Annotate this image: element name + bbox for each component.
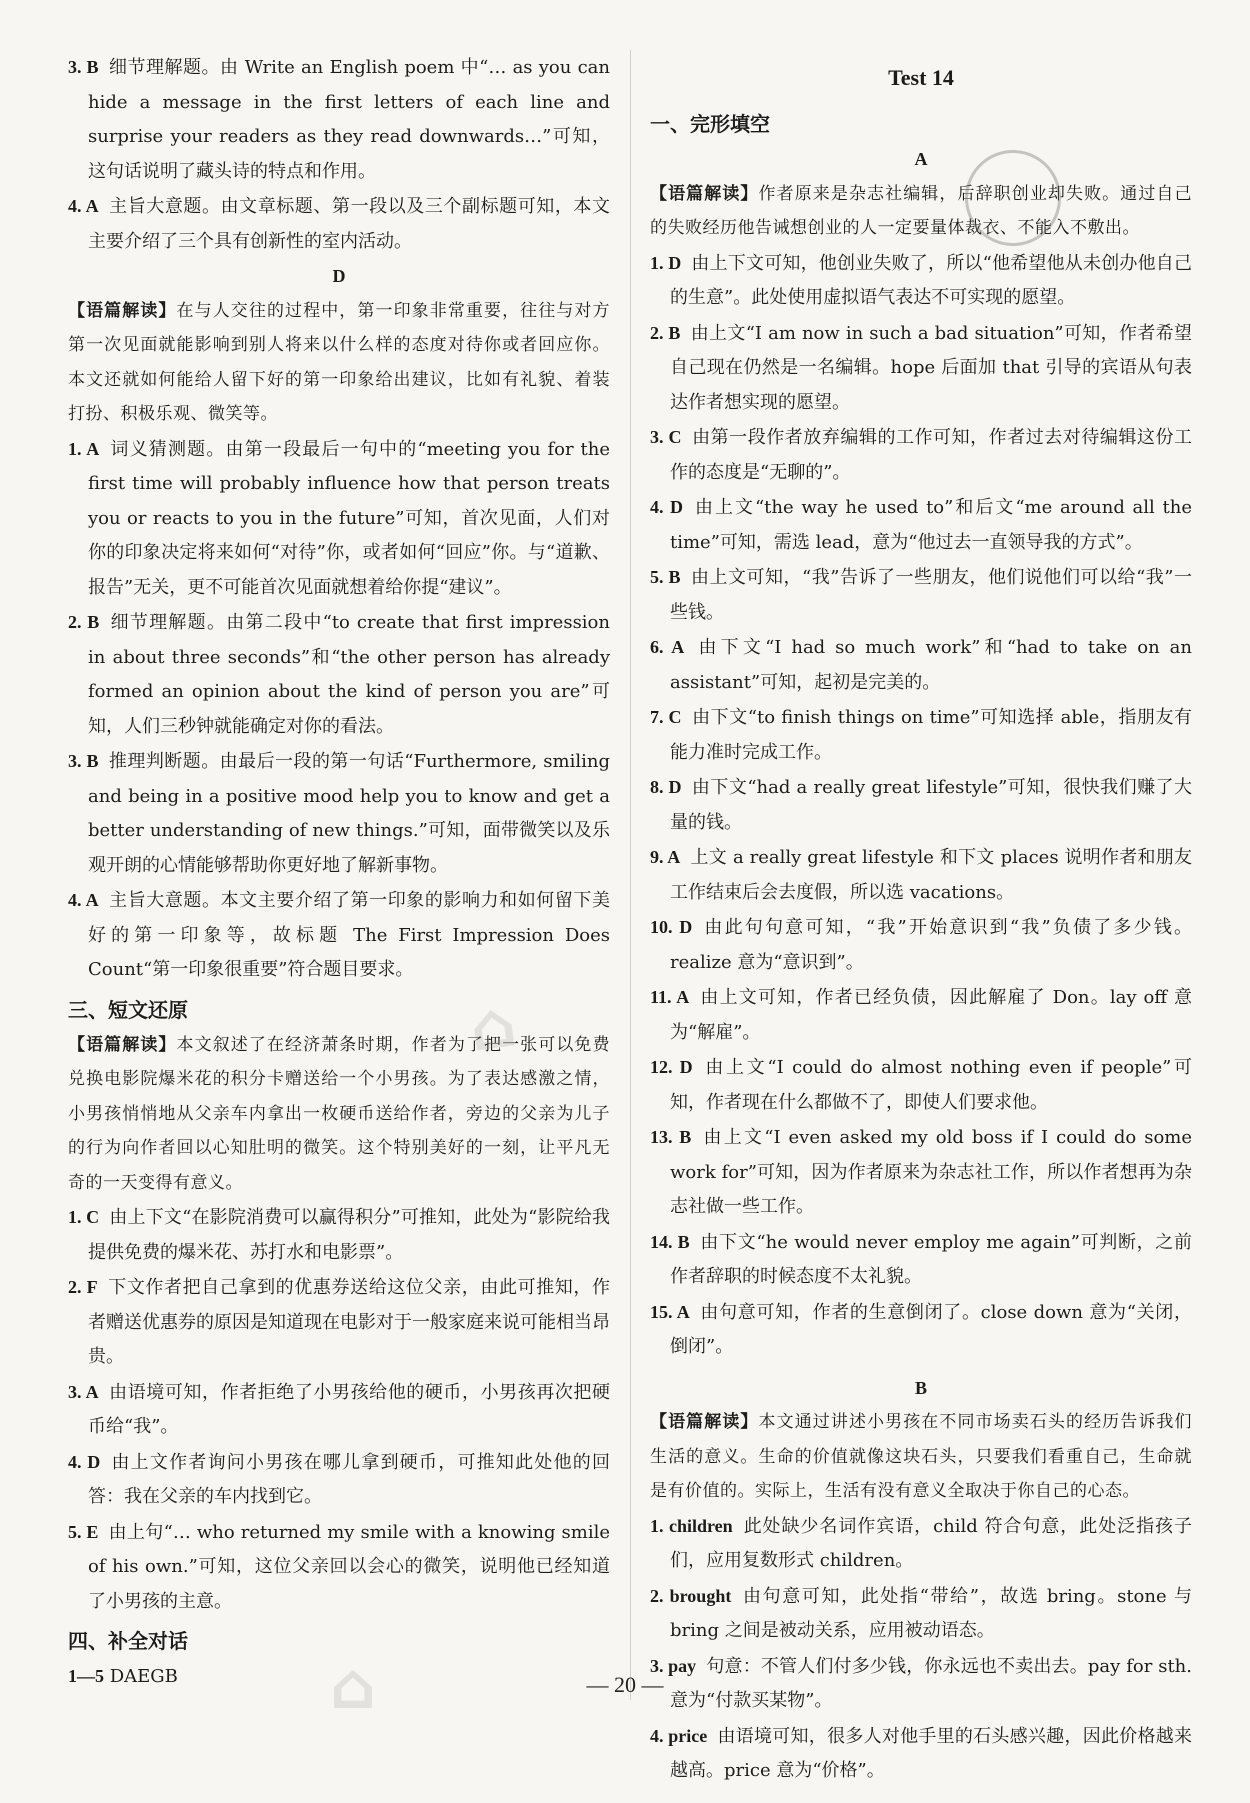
answer-number: 10. D (650, 917, 693, 937)
analysis-text: 在与人交往的过程中，第一印象非常重要，往往与对方第一次见面就能影响到别人将来以什么样的态度对待你或者回应你。本文还就如何能给人留下好的第一印象给出建议，比如有礼貌、着装打扮、积极乐观、微笑等。 (68, 300, 611, 424)
watermark-mark: ⌂ (465, 987, 521, 1067)
answer-item (650, 840, 1192, 910)
answer-explanation: 由下文“to finish things on time”可知选择 able，指朋友有能力准时完成工作。 (670, 707, 1193, 763)
answer-explanation: 此处缺少名词作宾语，child 符合句意，此处泛指孩子们，应用复数形式 children。 (670, 1515, 1192, 1571)
answer-item (650, 770, 1192, 840)
answer-number: 5. E (68, 1521, 99, 1542)
passage-a-analysis (650, 177, 1192, 246)
answer-explanation: 由语境可知，作者拒绝了小男孩给他的硬币，小男孩再次把硬币给“我”。 (88, 1381, 610, 1437)
answer-number: 5. B (650, 567, 681, 587)
answer-item (650, 1579, 1192, 1649)
answer-number: 8. D (650, 777, 682, 797)
answer-item (650, 980, 1192, 1050)
analysis-tag: 【语篇解读】 (650, 1412, 759, 1432)
answer-letters: DAEGB (109, 1666, 178, 1687)
answer-item (650, 420, 1192, 490)
answer-explanation: 句意：不管人们付多少钱，你永远也不卖出去。pay for sth. 意为“付款买某物”。 (670, 1655, 1192, 1711)
answer-item (68, 432, 610, 606)
answer-item (68, 605, 610, 744)
answer-explanation: 由上文“I even asked my old boss if I could do some work for”可知，因为作者原来为杂志社工作，所以作者想再为杂志社做一些工作。 (670, 1127, 1192, 1217)
answer-explanation: 由上文“I am now in such a bad situation”可知，作者希望自己现在仍然是一名编辑。hope 后面加 that 引导的宾语从句表达作者想实现的愿望。 (670, 322, 1192, 413)
answer-number: 1. D (650, 252, 682, 273)
section-4-title: 四、补全对话 (68, 1629, 188, 1653)
answer-number: 12. D (650, 1057, 693, 1077)
answer-item (650, 316, 1192, 421)
answer-number: 2. brought (650, 1585, 732, 1606)
answer-number: 4. D (68, 1451, 101, 1472)
answer-number: 3. C (650, 427, 682, 447)
answer-item (68, 744, 610, 883)
test-title: Test 14 (888, 65, 954, 90)
answer-explanation: 词义猜测题。由第一段最后一句中的“meeting you for the first time will probably influence how that person treats you or reacts to you in the future”可知，首次见面，人们对你的印象决定将来如何“对待”你，或者如何“回应”你。与“道歉、报告”无关，更不可能首次见面就想着给你提“建议”。 (88, 438, 610, 598)
answer-item (650, 490, 1192, 560)
answer-number: 3. pay (650, 1655, 697, 1676)
answer-item (650, 1295, 1192, 1365)
answer-explanation: 由上下文“在影院消费可以赢得积分”可推知，此处为“影院给我提供免费的爆米花、苏打水和电影票”。 (88, 1207, 611, 1263)
right-column (650, 50, 1192, 1789)
answer-explanation: 细节理解题。由 Write an English poem 中“… as you can hide a message in the first letters of each line and surprise your readers as they read downwards…”可知，这句话说明了藏头诗的特点和作用。 (88, 57, 610, 182)
analysis-tag: 【语篇解读】 (650, 183, 759, 204)
answer-item (68, 1375, 610, 1445)
answer-explanation: 细节理解题。由第二段中“to create that first impression in about three seconds”和“the other person has already formed an opinion about the kind of person you are”可知，人们三秒钟就能确定对你的看法。 (88, 612, 610, 737)
answer-explanation: 由下文“he would never employ me again”可判断，之前作者辞职的时候态度不太礼貌。 (670, 1231, 1192, 1287)
answer-item (650, 246, 1192, 316)
answer-explanation: 由上文“I could do almost nothing even if people”可知，作者现在什么都做不了，即使人们要求他。 (670, 1057, 1193, 1113)
answer-number: 9. A (650, 847, 681, 867)
answer-item (68, 1445, 610, 1515)
answer-number: 2. B (68, 612, 100, 632)
section-3-answer-list (68, 1200, 610, 1619)
answer-explanation: 由句意可知，此处指“带给”，故选 bring。stone 与 bring 之间是被动关系，应用被动语态。 (670, 1585, 1192, 1641)
answer-item (68, 883, 610, 988)
analysis-text: 本文通过讲述小男孩在不同市场卖石头的经历告诉我们生活的意义。生命的价值就像这块石头，只要我们看重自己，生命就是有价值的。实际上，生活有没有意义全取决于你自己的心态。 (650, 1412, 1193, 1501)
answer-explanation: 推理判断题。由最后一段的第一句话“Furthermore, smiling and being in a positive mood help you to know and get a better understanding of new things.”可知，面带微笑以及乐观开朗的心情能够帮助你更好地了解新事物。 (88, 751, 610, 876)
answer-explanation: 下文作者把自己拿到的优惠券送给这位父亲，由此可推知，作者赠送优惠券的原因是知道现在电影对于一般家庭来说可能相当昂贵。 (88, 1277, 610, 1367)
answer-explanation: 由语境可知，很多人对他手里的石头感兴趣，因此价格越来越高。price 意为“价格”。 (670, 1725, 1193, 1781)
answer-item (68, 1200, 610, 1270)
analysis-tag: 【语篇解读】 (68, 300, 177, 321)
answer-item (650, 560, 1192, 630)
passage-a-label: A (914, 149, 928, 169)
a-answer-list (650, 246, 1192, 1365)
answer-number: 4. D (650, 497, 683, 517)
answer-item (68, 50, 610, 189)
answer-number: 13. B (650, 1127, 692, 1147)
answer-explanation: 由下文“had a really great lifestyle”可知，很快我们赚了大量的钱。 (670, 777, 1192, 833)
answer-number: 4. price (650, 1725, 708, 1746)
answer-explanation: 由上文作者询问小男孩在哪儿拿到硬币，可推知此处他的回答：我在父亲的车内找到它。 (88, 1451, 611, 1507)
answer-item (650, 1719, 1192, 1789)
passage-b-analysis (650, 1405, 1192, 1509)
answer-explanation: 主旨大意题。由文章标题、第一段以及三个副标题可知，本文主要介绍了三个具有创新性的室内活动。 (88, 196, 610, 252)
answer-number: 1. A (68, 438, 100, 459)
page-number: — 20 — (586, 1672, 664, 1697)
answer-number: 11. A (650, 987, 690, 1007)
analysis-tag: 【语篇解读】 (68, 1034, 177, 1055)
answer-number: 2. B (650, 322, 681, 343)
answer-explanation: 由上文可知，“我”告诉了一些朋友，他们说他们可以给“我”一些钱。 (670, 567, 1192, 623)
c-answer-list (68, 50, 610, 259)
answer-explanation: 主旨大意题。本文主要介绍了第一印象的影响力和如何留下美好的第一印象等，故标题 The First Impression Does Count“第一印象很重要”符合题目要求。 (88, 890, 610, 980)
answer-number: 3. B (68, 57, 99, 77)
column-divider (630, 50, 631, 1700)
passage-d-analysis (68, 294, 610, 432)
answer-number: 1. C (68, 1207, 100, 1227)
answer-item (650, 1225, 1192, 1295)
section-3-analysis (68, 1028, 610, 1201)
answer-explanation: 由第一段作者放弃编辑的工作可知，作者过去对待编辑这份工作的态度是“无聊的”。 (670, 427, 1193, 483)
section-1-title: 一、完形填空 (650, 112, 770, 136)
answer-explanation: 由上句“… who returned my smile with a knowing smile of his own.”可知，这位父亲回以会心的微笑，说明他已经知道了小男孩的主意。 (88, 1521, 610, 1612)
answer-item (650, 910, 1192, 980)
answer-explanation: 由下文“I had so much work”和“had to take on an assistant”可知，起初是完美的。 (670, 637, 1192, 693)
analysis-text: 作者原来是杂志社编辑，后辞职创业却失败。通过自己的失败经历他告诫想创业的人一定要量体裁衣、不能入不敷出。 (650, 183, 1193, 238)
answer-number: 4. A (68, 890, 99, 910)
answer-number: 3. A (68, 1381, 99, 1402)
answer-number: 3. B (68, 751, 99, 771)
answer-item (650, 1120, 1192, 1225)
answer-range: 1—5 (68, 1666, 104, 1686)
answer-item (68, 189, 610, 259)
answer-number: 2. F (68, 1277, 98, 1297)
answer-explanation: 由上下文可知，他创业失败了，所以“他希望他从未创办他自己的生意”。此处使用虚拟语气表达不可实现的愿望。 (670, 252, 1192, 308)
answer-explanation: 由此句句意可知，“我”开始意识到“我”负债了多少钱。realize 意为“意识到”。 (670, 917, 1193, 973)
answer-item (650, 1509, 1192, 1579)
answer-item (650, 700, 1192, 770)
passage-b-label: B (914, 1377, 927, 1398)
answer-number: 1. children (650, 1515, 733, 1536)
answer-item (650, 1050, 1192, 1120)
answer-number: 14. B (650, 1231, 690, 1252)
passage-d-label: D (332, 266, 346, 286)
answer-explanation: 由句意可知，作者的生意倒闭了。close down 意为“关闭，倒闭”。 (670, 1301, 1192, 1357)
answer-number: 6. A (650, 637, 685, 657)
answer-number: 7. C (650, 707, 682, 727)
answer-item (68, 1270, 610, 1375)
analysis-text: 本文叙述了在经济萧条时期，作者为了把一张可以免费兑换电影院爆米花的积分卡赠送给一个小男孩。为了表达感激之情，小男孩悄悄地从父亲车内拿出一枚硬币送给作者，旁边的父亲为儿子的行为向作者回以心知肚明的微笑。这个特别美好的一刻，让平凡无奇的一天变得有意义。 (68, 1034, 611, 1193)
answer-explanation: 由上文可知，作者已经负债，因此解雇了 Don。lay off 意为“解雇”。 (670, 987, 1192, 1043)
watermark-mark: ⌂ (330, 1650, 376, 1724)
answer-item (68, 1515, 610, 1620)
b-answer-list (650, 1509, 1192, 1789)
left-column (68, 50, 610, 1695)
answer-explanation: 由上文“the way he used to”和后文“me around all the time”可知，需选 lead，意为“他过去一直领导我的方式”。 (670, 497, 1193, 553)
answer-number: 15. A (650, 1301, 690, 1322)
answer-number: 4. A (68, 196, 99, 216)
d-answer-list (68, 432, 610, 988)
answer-explanation: 上文 a really great lifestyle 和下文 places 说明作者和朋友工作结束后会去度假，所以选 vacations。 (670, 847, 1192, 903)
section-3-title: 三、短文还原 (68, 997, 188, 1022)
answer-item (650, 630, 1192, 700)
